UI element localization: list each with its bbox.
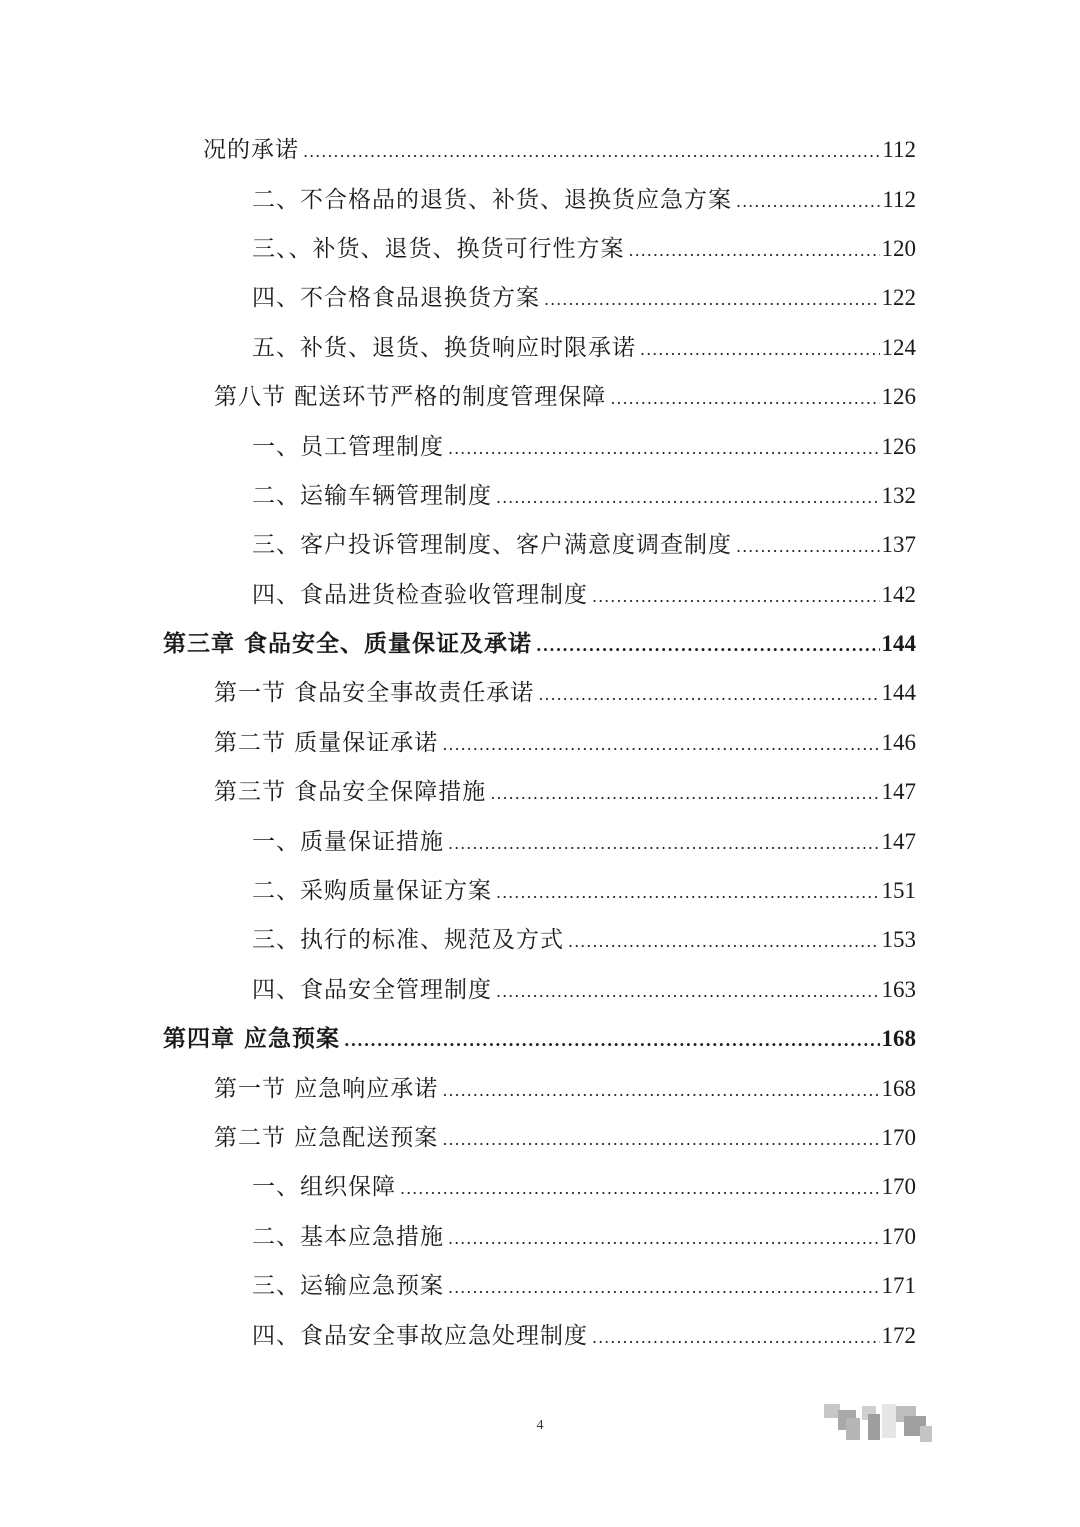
dot-leader: [592, 1328, 880, 1347]
dot-leader: [544, 290, 880, 309]
toc-entry-title: 二、基本应急措施: [252, 1223, 444, 1250]
dot-leader: [448, 439, 880, 458]
dot-leader: [592, 587, 880, 606]
toc-entry-title: 第二节 应急配送预案: [214, 1125, 439, 1151]
toc-entry-line: [252, 576, 916, 609]
toc-entry-line: [252, 921, 916, 954]
toc-entry-line: [163, 625, 916, 658]
toc-entry-title: 四、食品安全管理制度: [252, 976, 492, 1003]
dot-leader: [736, 537, 880, 556]
page-number: 4: [536, 1418, 544, 1433]
toc-entry-page-number: 144: [881, 680, 916, 706]
toc-entry-line: [252, 1317, 916, 1350]
toc-entry-page-number: 144: [881, 631, 916, 657]
toc-entry-title: 三、客户投诉管理制度、客户满意度调查制度: [252, 532, 732, 559]
toc-entry-chapter[interactable]: [0, 617, 1080, 666]
toc-entry-title: 况的承诺: [203, 137, 299, 164]
toc-entry-title: 一、质量保证措施: [252, 828, 444, 855]
toc-entry-line: [252, 971, 916, 1004]
dot-leader: [538, 685, 879, 704]
toc-entry-page-number: 142: [881, 581, 916, 607]
dot-leader: [610, 389, 879, 408]
toc-entry-title: 二、运输车辆管理制度: [252, 482, 492, 509]
dot-leader: [442, 1081, 879, 1100]
toc-entry-line: [163, 1020, 916, 1053]
toc-entry-line: [252, 181, 916, 214]
table-of-contents: [0, 123, 1080, 1358]
dot-leader: [344, 1031, 879, 1050]
toc-entry-line: [252, 428, 916, 461]
dot-leader: [496, 883, 880, 902]
toc-entry-item[interactable]: [0, 963, 1080, 1012]
toc-entry-item[interactable]: [0, 814, 1080, 863]
dot-leader: [490, 784, 879, 803]
toc-entry-line: [252, 279, 916, 312]
toc-entry-page-number: 170: [881, 1174, 916, 1200]
toc-entry-line: [252, 823, 916, 856]
toc-entry-page-number: 132: [881, 482, 916, 508]
toc-entry-line: [252, 526, 916, 559]
dot-leader: [496, 982, 880, 1001]
toc-entry-item[interactable]: [0, 419, 1080, 468]
toc-entry-item[interactable]: [0, 321, 1080, 370]
toc-entry-section[interactable]: [0, 1111, 1080, 1160]
toc-entry-page-number: 163: [881, 976, 916, 1002]
dot-leader: [536, 636, 879, 655]
toc-entry-page-number: 147: [881, 828, 916, 854]
toc-entry-page-number: 151: [881, 878, 916, 904]
toc-entry-item[interactable]: [0, 568, 1080, 617]
toc-entry-section[interactable]: [0, 666, 1080, 715]
toc-entry-section[interactable]: [0, 716, 1080, 765]
toc-entry-line: [214, 674, 916, 707]
dot-leader: [303, 142, 880, 161]
toc-entry-page-number: 147: [881, 779, 916, 805]
toc-entry-title: 一、组织保障: [252, 1174, 396, 1201]
toc-entry-page-number: 168: [881, 1075, 916, 1101]
toc-entry-line: [203, 131, 916, 164]
toc-entry-line: [214, 724, 916, 757]
toc-entry-title: 第三节 食品安全保障措施: [214, 779, 487, 806]
toc-entry-item[interactable]: [0, 1259, 1080, 1308]
toc-entry-title: 第三章 食品安全、质量保证及承诺: [163, 630, 533, 658]
toc-entry-title: 三、、补货、退货、换货可行性方案: [252, 235, 625, 262]
toc-entry-page-number: 172: [881, 1322, 916, 1348]
toc-entry-title: 一、员工管理制度: [252, 433, 444, 460]
dot-leader: [736, 192, 880, 211]
toc-entry-title: 第八节 配送环节严格的制度管理保障: [214, 384, 607, 411]
toc-entry-page-number: 122: [881, 285, 916, 311]
toc-entry-page-number: 112: [882, 137, 916, 163]
dot-leader: [448, 1278, 880, 1297]
toc-entry-title: 第一节 食品安全事故责任承诺: [214, 680, 535, 707]
toc-entry-line: [214, 1070, 916, 1103]
toc-entry-line: [252, 1168, 916, 1201]
toc-entry-title: 三、执行的标准、规范及方式: [252, 927, 564, 954]
toc-entry-title: 五、补货、退货、换货响应时限承诺: [252, 334, 636, 361]
toc-entry-line: [252, 872, 916, 905]
toc-entry-page-number: 126: [881, 384, 916, 410]
toc-entry-item[interactable]: [0, 271, 1080, 320]
toc-entry-page-number: 146: [881, 729, 916, 755]
toc-entry-line: [252, 477, 916, 510]
watermark-logo: [824, 1400, 936, 1446]
toc-entry-page-number: 171: [881, 1273, 916, 1299]
toc-entry-line: [214, 1119, 916, 1152]
dot-leader: [496, 488, 880, 507]
toc-entry-title: 第二节 质量保证承诺: [214, 729, 439, 756]
toc-entry-item[interactable]: [0, 1308, 1080, 1357]
toc-entry-line: [252, 1267, 916, 1300]
toc-entry-page-number: 170: [881, 1223, 916, 1249]
toc-entry-section[interactable]: [0, 765, 1080, 814]
toc-entry-item[interactable]: [0, 913, 1080, 962]
toc-entry-page-number: 124: [881, 334, 916, 360]
dot-leader: [442, 1130, 879, 1149]
toc-entry-item[interactable]: [0, 518, 1080, 567]
toc-entry-page-number: 137: [881, 532, 916, 558]
toc-entry-line: [252, 230, 916, 263]
toc-entry-item[interactable]: [0, 172, 1080, 221]
toc-entry-line: [252, 329, 916, 362]
dot-leader: [400, 1179, 880, 1198]
toc-entry-item[interactable]: [0, 1160, 1080, 1209]
dot-leader: [640, 340, 880, 359]
toc-entry-title: 二、采购质量保证方案: [252, 878, 492, 905]
toc-entry-page-number: 168: [881, 1026, 916, 1052]
toc-entry-page-number: 112: [882, 186, 916, 212]
toc-entry-section[interactable]: [0, 370, 1080, 419]
toc-entry-line: [214, 773, 916, 806]
toc-entry-page-number: 120: [881, 235, 916, 261]
toc-entry-chapter[interactable]: [0, 1012, 1080, 1061]
toc-entry-cont[interactable]: [0, 123, 1080, 172]
toc-entry-item[interactable]: [0, 864, 1080, 913]
toc-entry-item[interactable]: [0, 469, 1080, 518]
toc-entry-title: 第四章 应急预案: [163, 1025, 341, 1053]
dot-leader: [442, 735, 879, 754]
toc-entry-line: [214, 378, 916, 411]
dot-leader: [568, 932, 880, 951]
toc-entry-title: 三、运输应急预案: [252, 1273, 444, 1300]
toc-entry-page-number: 126: [881, 433, 916, 459]
toc-entry-title: 四、不合格食品退换货方案: [252, 285, 540, 312]
toc-entry-line: [252, 1218, 916, 1251]
toc-entry-title: 四、食品安全事故应急处理制度: [252, 1322, 588, 1349]
toc-entry-item[interactable]: [0, 1210, 1080, 1259]
toc-entry-title: 二、不合格品的退货、补货、退换货应急方案: [252, 186, 732, 213]
toc-entry-title: 第一节 应急响应承诺: [214, 1075, 439, 1102]
dot-leader: [448, 834, 880, 853]
toc-entry-section[interactable]: [0, 1061, 1080, 1110]
toc-entry-page-number: 170: [881, 1125, 916, 1150]
toc-entry-page-number: 153: [881, 927, 916, 953]
toc-entry-item[interactable]: [0, 222, 1080, 271]
dot-leader: [448, 1229, 880, 1248]
toc-entry-title: 四、食品进货检查验收管理制度: [252, 581, 588, 608]
dot-leader: [629, 241, 880, 260]
